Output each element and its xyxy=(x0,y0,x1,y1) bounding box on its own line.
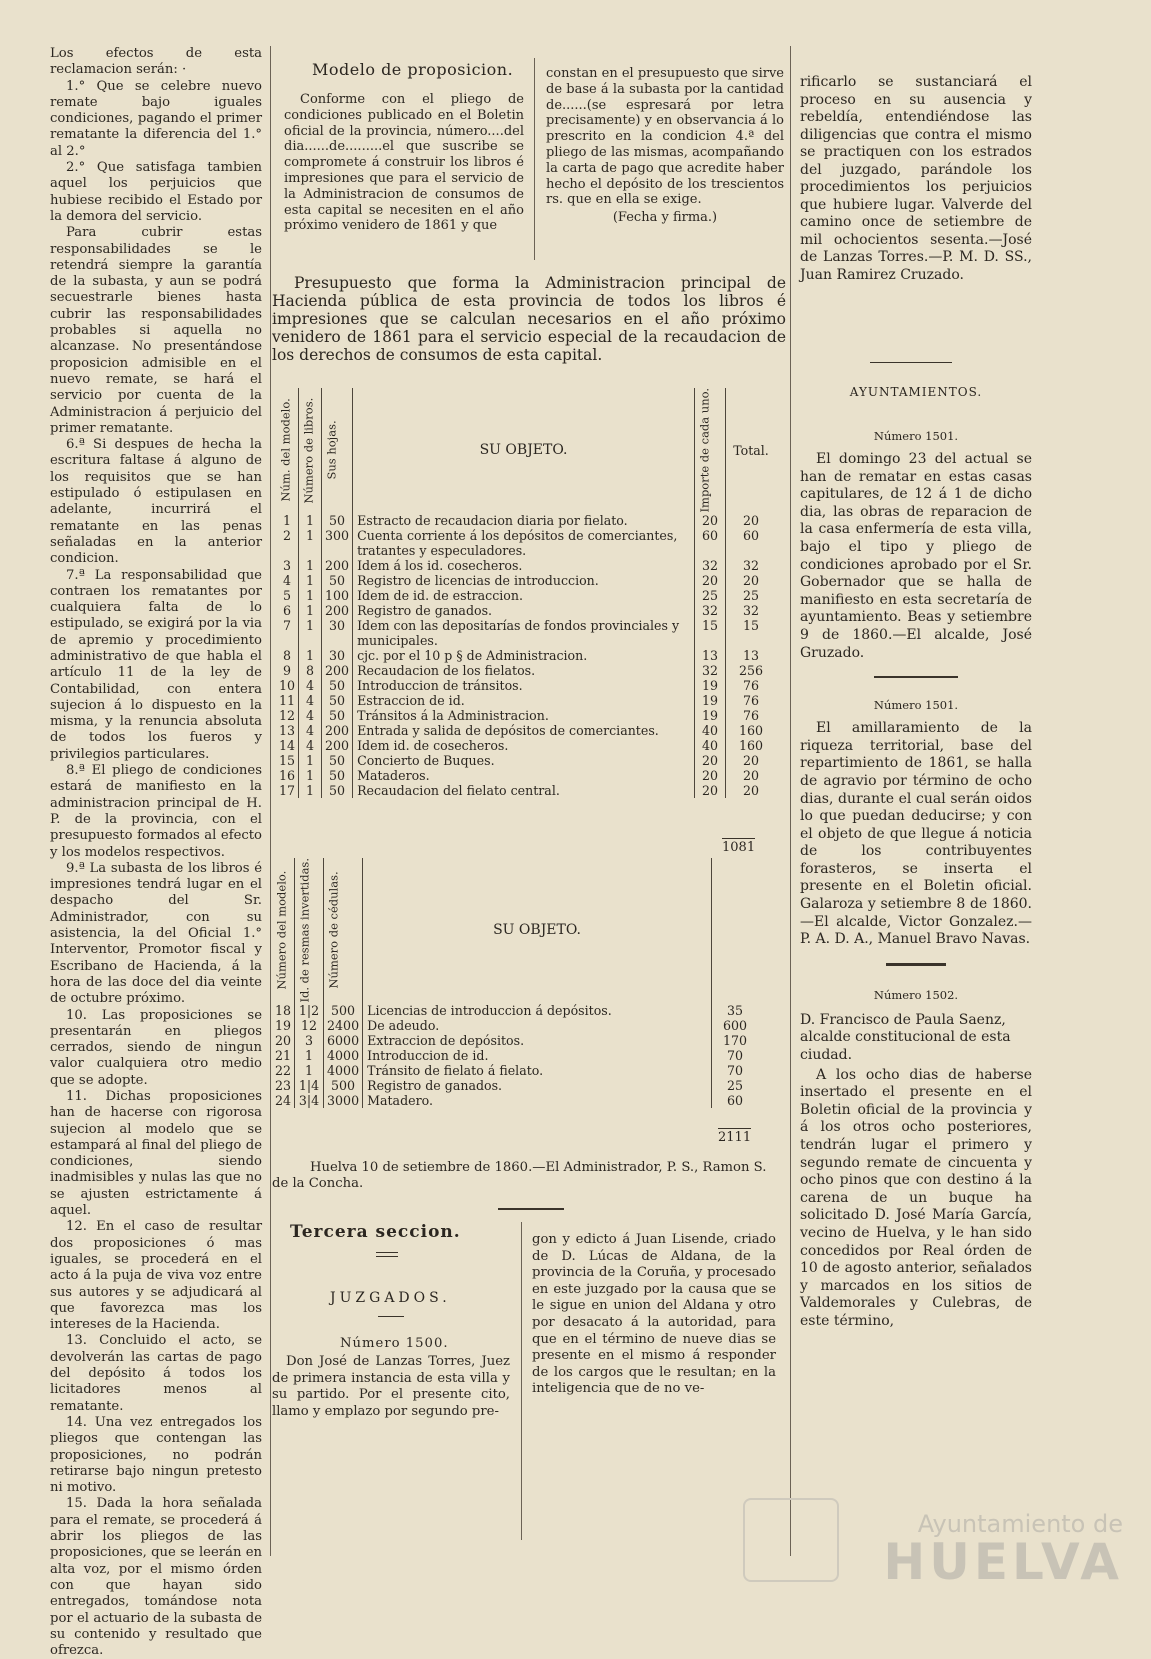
divider xyxy=(378,1316,404,1317)
table1-cell: Estracto de recaudacion diaria por fielato. xyxy=(353,513,695,528)
modelo-right xyxy=(546,66,784,226)
table1-cell: cjc. por el 10 p § de Administracion. xyxy=(353,648,695,663)
col1-para: 11. Dichas proposiciones han de hacerse con rigorosa sujecion al modelo que se estampará al final del pliego de condiciones, siendo inadmisibles y nulas las que no se ajusten estrictamente á aquel. xyxy=(50,1089,262,1219)
ayuntamientos-title: AYUNTAMIENTOS. xyxy=(849,385,983,399)
divider xyxy=(886,963,946,966)
table1-row xyxy=(276,663,776,678)
table1-cell: Recaudacion del fielato central. xyxy=(353,783,695,798)
juzgado-left: Don José de Lanzas Torres, Juez de primera instancia de esta villa y su partido. Por el presente cito, llamo y emplazo por segundo pre- xyxy=(272,1354,510,1419)
table2-cell: 3 xyxy=(295,1033,324,1048)
table1-cell: 19 xyxy=(695,693,726,708)
col1-para: 15. Dada la hora señalada para el remate, se procederá á abrir los pliegos de las proposiciones, que se leerán en alta voz, por el mismo órden con que hayan sido entregados, tomándose nota por el actuario de la subasta de su contenido y resultado que ofrezca. xyxy=(50,1496,262,1659)
table1-cell: 50 xyxy=(322,753,353,768)
table1-header: SU OBJETO. xyxy=(353,388,695,513)
table2-cell: 1|2 xyxy=(295,1003,324,1018)
divider xyxy=(376,1252,398,1253)
table2-cell: Extraccion de depósitos. xyxy=(363,1033,712,1048)
table1-cell: 8 xyxy=(283,647,292,663)
table1-cell: Entrada y salida de depósitos de comerciantes. xyxy=(353,723,695,738)
table2-cell: 21 xyxy=(275,1047,292,1063)
table1-cell: 32 xyxy=(695,663,726,678)
table2-row xyxy=(272,1018,758,1033)
table1-cell: 4 xyxy=(299,678,322,693)
table1-cell: 1 xyxy=(299,783,322,798)
col1-para: 12. En el caso de resultar dos proposiciones ó mas iguales, se procederá en el acto á la puja de viva voz entre sus autores y se adjudicará al que favorezca mas los intereses de la Hacienda. xyxy=(50,1219,262,1333)
watermark-main: HUELVA xyxy=(883,1533,1123,1591)
table1-cell: 32 xyxy=(726,558,777,573)
table1-cell: 300 xyxy=(322,528,353,558)
table2-row xyxy=(272,1003,758,1018)
table2-cell: 70 xyxy=(712,1048,759,1063)
table1-cell: 1 xyxy=(299,648,322,663)
table1-cell: 1 xyxy=(283,512,292,528)
table1-header: Núm. del modelo. xyxy=(278,398,293,502)
table1-row xyxy=(276,588,776,603)
modelo-left: Conforme con el pliego de condiciones publicado en el Boletin oficial de la provincia, número....del dia......de.........el que suscribe se compromete á construir los libros é impresiones que para el servicio de la Administracion de consumos de esta capital se necesiten en el año próximo venidero de 1861 y que xyxy=(284,92,524,234)
table1-row xyxy=(276,648,776,663)
table1-cell: 1 xyxy=(299,573,322,588)
table2-cell: Introduccion de id. xyxy=(363,1048,712,1063)
table2-cell: 1 xyxy=(295,1063,324,1078)
tercera-title: Tercera seccion. xyxy=(290,1222,461,1242)
table1-header: Importe de cada uno. xyxy=(695,388,726,513)
table1-cell: 30 xyxy=(322,618,353,648)
table1-row xyxy=(276,513,776,528)
table1-cell: 1 xyxy=(299,753,322,768)
table1-cell: 160 xyxy=(726,738,777,753)
table1-cell: 40 xyxy=(695,738,726,753)
table2-cell: 2400 xyxy=(324,1018,363,1033)
table1-cell: 4 xyxy=(299,723,322,738)
table1-cell: 1 xyxy=(299,513,322,528)
table1-cell: 9 xyxy=(283,662,292,678)
col1-para: 14. Una vez entregados los pliegos que contengan las proposiciones, no podrán retirarse bajo ningun pretesto ni motivo. xyxy=(50,1414,262,1496)
divider xyxy=(498,1208,564,1210)
table1-header: Total. xyxy=(726,388,777,513)
table1-row xyxy=(276,753,776,768)
table1-cell: 50 xyxy=(322,573,353,588)
modelo-right-text: constan en el presupuesto que sirve de base á la subasta por la cantidad de......(se espresará por letra precisamente) y en observancia á lo prescrito en la condicion 4.ª del pliego de las mismas, acompañando la carta de pago que acredite haber hecho el depósito de los trescientos rs. que en ella se exige. xyxy=(546,66,784,208)
table1-cell: 5 xyxy=(283,587,292,603)
table1-header: Número de libros. xyxy=(299,388,322,513)
table1-cell: 200 xyxy=(322,723,353,738)
table1-cell: 13 xyxy=(279,722,296,738)
table1-cell: Registro de licencias de introduccion. xyxy=(353,573,695,588)
table2-cell: 4000 xyxy=(324,1063,363,1078)
signature: Huelva 10 de setiembre de 1860.—El Administrador, P. S., Ramon S. de la Concha. xyxy=(272,1160,767,1191)
table1-cell: Idem id. de cosecheros. xyxy=(353,738,695,753)
table2-cell: 1|4 xyxy=(295,1078,324,1093)
table1-cell: 20 xyxy=(695,753,726,768)
table1-cell: 4 xyxy=(299,693,322,708)
table1-cell: 200 xyxy=(322,603,353,618)
table1-cell: 20 xyxy=(695,513,726,528)
ayuntamientos-section xyxy=(800,385,1032,1331)
table1-cell: Introduccion de tránsitos. xyxy=(353,678,695,693)
table2-header: Número del modelo. xyxy=(274,870,289,990)
table2-cell: 6000 xyxy=(324,1033,363,1048)
table1-cell: Idem con las depositarías de fondos provinciales y municipales. xyxy=(353,618,695,648)
ayunt-text-2: El amillaramiento de la riqueza territorial, base del repartimiento de 1861, se halla de agravio por término de ocho dias, durante el cual serán oidos lo que puedan deducirse; y con el objeto de que llegue á noticia de los contribuyentes forasteros, se inserta el presente en el Boletin oficial. Galaroza y setiembre 8 de 1860.—El alcalde, Victor Gonzalez.—P. A. D. A., Manuel Bravo Navas. xyxy=(800,720,1032,948)
table1-cell: 1 xyxy=(299,588,322,603)
table1-cell: 15 xyxy=(279,752,296,768)
table1-cell: 32 xyxy=(695,603,726,618)
table1-row xyxy=(276,693,776,708)
table1-row xyxy=(276,528,776,558)
table2-cell: 18 xyxy=(275,1002,292,1018)
ayunt-text-3: A los ocho dias de haberse insertado el presente en el Boletin oficial de la provincia y á los otros ocho posteriores, tendrán lugar el primero y segundo remate de cincuenta y ocho pinos que con destino á la carena de un buque ha solicitado D. José María García, vecino de Huelva, y le han sido concedidos por Real órden de 10 de agosto anterior, señalados y marcados en los sitios de Valdemorales y Culebras, de este término, xyxy=(800,1066,1032,1329)
numero-1501b: Número 1501. xyxy=(873,698,959,713)
table1-cell: 20 xyxy=(726,768,777,783)
table1-cell: 1 xyxy=(299,558,322,573)
table1-row xyxy=(276,603,776,618)
table2-cell: Registro de ganados. xyxy=(363,1078,712,1093)
table2-cell: 3|4 xyxy=(295,1093,324,1108)
table1-cell: 20 xyxy=(726,753,777,768)
table1-cell: 50 xyxy=(322,678,353,693)
table2-cell: 25 xyxy=(712,1078,759,1093)
table1-cell: 25 xyxy=(726,588,777,603)
modelo-firma: (Fecha y firma.) xyxy=(612,210,718,226)
table2-row xyxy=(272,1078,758,1093)
table2-header: Número de cédulas. xyxy=(324,858,363,1003)
table1-row xyxy=(276,768,776,783)
table1-cell: 1 xyxy=(299,618,322,648)
table2-sum: 2111 xyxy=(718,1130,752,1145)
table1-cell: 8 xyxy=(299,663,322,678)
table1-cell: 20 xyxy=(726,513,777,528)
table1-cell: 25 xyxy=(695,588,726,603)
table1-cell: 1 xyxy=(299,603,322,618)
table1-cell: 20 xyxy=(726,573,777,588)
divider xyxy=(874,676,958,678)
divider xyxy=(376,1256,398,1257)
col1-para: Para cubrir estas responsabilidades se le retendrá siempre la garantía de la subasta, y aun se podrá secuestrarle bienes hasta cubrir las responsabilidades probables si aquella no alcanzase. No presentándose proposicion admisible en el nuevo remate, se hará el servicio por cuenta de la Administracion á perjuicio del primer rematante. xyxy=(50,225,262,436)
table1-cell: 30 xyxy=(322,648,353,663)
table1-cell: 50 xyxy=(322,513,353,528)
table2-cell: Licencias de introduccion á depósitos. xyxy=(363,1003,712,1018)
table2-cell: 23 xyxy=(275,1077,292,1093)
table1-cell: 50 xyxy=(322,783,353,798)
juzgados-title: JUZGADOS. xyxy=(330,1290,451,1306)
table1-cell: 2 xyxy=(283,527,292,543)
table1-cell: 15 xyxy=(726,618,777,648)
table1-cell: 200 xyxy=(322,738,353,753)
numero-1500: Número 1500. xyxy=(340,1336,449,1351)
ayuntamiento-logo xyxy=(743,1498,839,1582)
juzgado-right: gon y edicto á Juan Lisende, criado de D. Lúcas de Aldana, de la provincia de la Coruña, y procesado en este juzgado por la causa que se le sigue en union del Aldana y otro por desacato á la autoridad, para que en el término de nueve dias se presente en el mismo á responder de los cargos que le resultan; en la inteligencia que de no ve- xyxy=(532,1232,776,1397)
table2-cell: 1 xyxy=(295,1048,324,1063)
table2-row xyxy=(272,1033,758,1048)
table1-row xyxy=(276,783,776,798)
table1-cell: 40 xyxy=(695,723,726,738)
table1-cell: 76 xyxy=(726,678,777,693)
table2-cell: 170 xyxy=(712,1033,759,1048)
table1-row xyxy=(276,708,776,723)
table1-cell: 20 xyxy=(695,768,726,783)
table2-header: Id. de resmas invertidas. xyxy=(295,858,324,1003)
divider xyxy=(870,362,952,363)
table1-cell: 13 xyxy=(695,648,726,663)
table1-cell: 100 xyxy=(322,588,353,603)
table1-row xyxy=(276,558,776,573)
watermark-top: Ayuntamiento de xyxy=(917,1510,1123,1538)
table1-cell: 4 xyxy=(283,572,292,588)
column-4-top: rificarlo se sustanciará el proceso en su ausencia y rebeldía, entendiéndose las diligencias que contra el mismo se practiquen con los estrados del juzgado, parándole los procedimientos los perjuicios que hubiere lugar. Valverde del camino once de setiembre de mil ochocientos sesenta.—José de Lanzas Torres.—P. M. D. SS., Juan Ramirez Cruzado. xyxy=(800,74,1032,283)
table1-cell: 50 xyxy=(322,693,353,708)
modelo-title: Modelo de proposicion. xyxy=(312,60,514,79)
table1-cell: 200 xyxy=(322,663,353,678)
presupuesto-table-1 xyxy=(276,388,776,798)
table1-cell: 20 xyxy=(695,573,726,588)
table1-cell: 11 xyxy=(279,692,296,708)
col1-para: 6.ª Si despues de hecha la escritura faltase á alguno de los requisitos que se han estipulado ó estipulasen en adelante, incurrirá el rematante en las penas señaladas en la anterior condicion. xyxy=(50,437,262,567)
ayunt-head-3: D. Francisco de Paula Saenz, alcalde constitucional de esta ciudad. xyxy=(800,1011,1011,1064)
table1-cell: 50 xyxy=(322,708,353,723)
col1-para: 9.ª La subasta de los libros é impresiones tendrá lugar en el despacho del Sr. Administrador, con su asistencia, la del Oficial 1.° Interventor, Promotor fiscal y Escribano de Hacienda, á la hora de las doce del dia veinte de octubre próximo. xyxy=(50,860,262,1007)
table1-cell: 50 xyxy=(322,768,353,783)
table1-cell: 1 xyxy=(299,528,322,558)
presupuesto-title: Presupuesto que forma la Administracion principal de Hacienda pública de esta provincia de todos los libros é impresiones que se calculan necesarios en el año próximo venidero de 1861 para el servicio especial de la recaudacion de los derechos de consumos de esta capital. xyxy=(272,274,786,364)
table2-cell: 60 xyxy=(712,1093,759,1108)
table1-cell: 20 xyxy=(695,783,726,798)
table2-cell: 500 xyxy=(324,1003,363,1018)
table1-row xyxy=(276,738,776,753)
table1-cell: 19 xyxy=(695,708,726,723)
presupuesto-table-2 xyxy=(272,858,758,1108)
table1-cell: 4 xyxy=(299,708,322,723)
table1-cell: 3 xyxy=(283,557,292,573)
watermark xyxy=(883,1510,1123,1591)
column-rule xyxy=(270,46,271,1556)
numero-1501: Número 1501. xyxy=(873,429,959,443)
table2-cell: 19 xyxy=(275,1017,292,1033)
column-rule xyxy=(534,58,535,260)
table1-cell: 16 xyxy=(279,767,296,783)
ayunt-text-1: El domingo 23 del actual se han de rematar en estas casas capitulares, de 12 á 1 de dicho dia, las obras de reparacion de la casa enfermería de esta villa, bajo el tipo y pliego de condiciones aprobado por el Sr. Gobernador que se halla de manifiesto en esta secretaría de ayuntamiento. Beas y setiembre 9 de 1860.—El alcalde, José Gruzado. xyxy=(800,451,1032,661)
table1-cell: 32 xyxy=(726,603,777,618)
table2-cell: 4000 xyxy=(324,1048,363,1063)
col1-para: 1.° Que se celebre nuevo remate bajo iguales condiciones, pagando el primer rematante la diferencia del 1.° al 2.° xyxy=(50,78,262,159)
table2-cell: 70 xyxy=(712,1063,759,1078)
table1-cell: 60 xyxy=(726,528,777,558)
table2-cell: 24 xyxy=(275,1092,292,1108)
table2-row xyxy=(272,1048,758,1063)
table1-row xyxy=(276,573,776,588)
table2-cell: 600 xyxy=(712,1018,759,1033)
table1-row xyxy=(276,618,776,648)
table1-row xyxy=(276,723,776,738)
table1-cell: 1 xyxy=(299,768,322,783)
table2-cell: Tránsito de fielato á fielato. xyxy=(363,1063,712,1078)
table1-cell: 200 xyxy=(322,558,353,573)
table1-cell: Registro de ganados. xyxy=(353,603,695,618)
col1-para: Los efectos de esta reclamacion serán: · xyxy=(50,46,262,78)
table1-cell: 17 xyxy=(279,782,296,798)
table1-cell: Cuenta corriente á los depósitos de comerciantes, tratantes y especuladores. xyxy=(353,528,695,558)
table1-sum: 1081 xyxy=(722,840,756,855)
numero-1502: Número 1502. xyxy=(873,987,959,1002)
table1-cell: 10 xyxy=(279,677,296,693)
table1-cell: 76 xyxy=(726,708,777,723)
col1-para: 8.ª El pliego de condiciones estará de manifiesto en la administracion principal de H. P. de la provincia, con el presupuesto formados al efecto y los modelos respectivos. xyxy=(50,763,262,860)
table2-cell: 20 xyxy=(275,1032,292,1048)
table1-cell: 14 xyxy=(279,737,296,753)
table1-cell: Estraccion de id. xyxy=(353,693,695,708)
table1-cell: 160 xyxy=(726,723,777,738)
table1-header: Sus hojas. xyxy=(322,388,353,513)
col1-para: 2.° Que satisfaga tambien aquel los perjuicios que hubiese recibido el Estado por la demora del servicio. xyxy=(50,160,262,224)
table2-cell: 500 xyxy=(324,1078,363,1093)
table1-cell: Recaudacion de los fielatos. xyxy=(353,663,695,678)
table2-cell: 12 xyxy=(295,1018,324,1033)
table1-cell: 7 xyxy=(283,617,292,633)
table2-cell: 3000 xyxy=(324,1093,363,1108)
table2-cell: Matadero. xyxy=(363,1093,712,1108)
table1-cell: Mataderos. xyxy=(353,768,695,783)
col1-para: 13. Concluido el acto, se devolverán las cartas de pago del depósito á todos los licitadores menos al rematante. xyxy=(50,1333,262,1414)
table1-cell: Tránsitos á la Administracion. xyxy=(353,708,695,723)
table2-header: SU OBJETO. xyxy=(363,858,712,1003)
table1-cell: 6 xyxy=(283,602,292,618)
column-rule xyxy=(521,1222,522,1540)
table1-cell: Concierto de Buques. xyxy=(353,753,695,768)
table2-cell: 35 xyxy=(712,1003,759,1018)
table1-cell: 15 xyxy=(695,618,726,648)
column-1 xyxy=(50,46,262,1659)
table1-row xyxy=(276,678,776,693)
column-rule xyxy=(790,46,791,1556)
table2-row xyxy=(272,1093,758,1108)
table1-cell: 76 xyxy=(726,693,777,708)
table1-cell: 19 xyxy=(695,678,726,693)
table2-cell: 22 xyxy=(275,1062,292,1078)
table2-row xyxy=(272,1063,758,1078)
table1-cell: 256 xyxy=(726,663,777,678)
table1-cell: 13 xyxy=(726,648,777,663)
table1-cell: 60 xyxy=(695,528,726,558)
col1-para: 7.ª La responsabilidad que contraen los rematantes por cualquiera falta de lo estipulado, se exigirá por la via de apremio y procedimiento administrativo de que habla el artículo 11 de la ley de Contabilidad, con entera sujecion á lo dispuesto en la misma, y la renuncia absoluta de todos los fueros y privilegios particulares. xyxy=(50,567,262,762)
table1-cell: Idem á los id. cosecheros. xyxy=(353,558,695,573)
col1-para: 10. Las proposiciones se presentarán en pliegos cerrados, siendo de ningun valor cualquiera otro medio que se adopte. xyxy=(50,1007,262,1088)
table1-cell: Idem de id. de estraccion. xyxy=(353,588,695,603)
table2-cell: De adeudo. xyxy=(363,1018,712,1033)
table1-cell: 4 xyxy=(299,738,322,753)
table1-cell: 20 xyxy=(726,783,777,798)
table1-cell: 32 xyxy=(695,558,726,573)
table1-cell: 12 xyxy=(279,707,296,723)
